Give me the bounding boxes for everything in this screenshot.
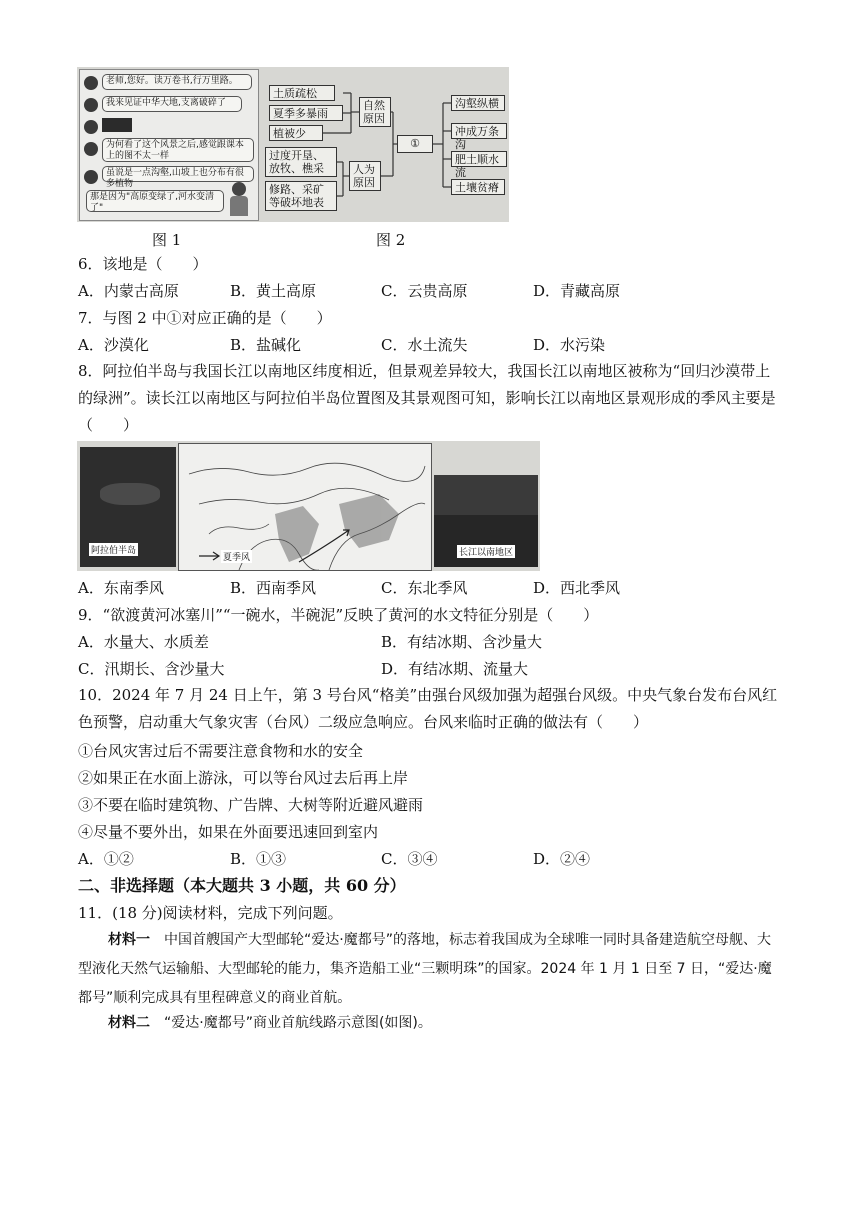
q9-option-b: B．有结冰期、含沙量大 <box>381 633 543 651</box>
material-2-label: 材料二 <box>108 1015 150 1031</box>
q7-option-a: A．沙漠化 <box>78 336 149 354</box>
speaker-face-icon <box>84 170 98 184</box>
figure-photo-1-2 <box>77 67 509 222</box>
q6-option-b: B．黄土高原 <box>230 282 317 300</box>
q10-item-3: ③不要在临时建筑物、广告牌、大树等附近避风避雨 <box>78 796 424 814</box>
question-6-stem: 6．该地是（ ） <box>78 255 208 273</box>
teacher-figure-icon <box>228 182 250 216</box>
q8-option-d: D．西北季风 <box>533 579 621 597</box>
q8-option-a: A．东南季风 <box>78 579 164 597</box>
q11-material-1 <box>78 926 784 1013</box>
question-8-stem: 8．阿拉伯半岛与我国长江以南地区纬度相近，但景观差异较大，我国长江以南地区被称为“回归沙漠带上的绿洲”。读长江以南地区与阿拉伯半岛位置图及其景观图可知，影响长江以南地区景观形成的季风主要是（ ） <box>78 362 776 434</box>
summer-monsoon-label: 夏季风 <box>221 550 252 563</box>
material-1-spacer <box>150 932 164 948</box>
effect-box: 冲成万条沟 <box>451 123 507 139</box>
q10-item-2: ②如果正在水面上游泳，可以等台风过去后再上岸 <box>78 769 409 787</box>
figure2-caption: 图 2 <box>376 231 406 249</box>
speaker-face-icon <box>84 120 98 134</box>
dialog-bubble: 为何看了这个风景之后,感觉跟课本上的图不太一样 <box>102 138 254 162</box>
section-2-heading: 二、非选择题（本大题共 3 小题，共 60 分） <box>78 876 406 895</box>
q10-item-1: ①台风灾害过后不需要注意食物和水的安全 <box>78 742 364 760</box>
q6-option-d: D．青藏高原 <box>533 282 621 300</box>
blacked-out-bubble <box>102 118 132 132</box>
q6-option-c: C．云贵高原 <box>381 282 468 300</box>
dialog-bubble: 虽说是一点沟壑,山坡上也分布有很多植物 <box>102 166 254 182</box>
q10-option-c: C．③④ <box>381 850 438 868</box>
q10-option-a: A．①② <box>78 850 134 868</box>
speaker-face-icon <box>84 98 98 112</box>
material-1-label: 材料一 <box>108 932 150 948</box>
q11-material-2 <box>78 1010 784 1037</box>
effect-box: 土壤贫瘠 <box>451 179 505 195</box>
material-1-text: 中国首艘国产大型邮轮“爱达·魔都号”的落地，标志着我国成为全球唯一同时具备建造航空母舰、大型液化天然气运输船、大型邮轮的能力，集齐造船工业“三颗明珠”的国家。2024 年 1 月 1 日至 7 日，“爱达·魔都号”顺利完成具有里程碑意义的商业首航。 <box>78 932 772 1006</box>
cause-box: 夏季多暴雨 <box>269 105 343 121</box>
speaker-face-icon <box>84 76 98 90</box>
q9-option-d: D．有结冰期、流量大 <box>381 660 529 678</box>
q10-option-b: B．①③ <box>230 850 287 868</box>
dialog-bubble: 老师,您好。读万卷书,行万里路。 <box>102 74 252 90</box>
q6-option-a: A．内蒙古高原 <box>78 282 179 300</box>
effect-box: 肥土顺水流 <box>451 151 507 167</box>
q8-option-b: B．西南季风 <box>230 579 317 597</box>
dialog-bubble: 那是因为"高原变绿了,河水变清了" <box>86 190 224 212</box>
material-2-spacer <box>150 1015 164 1031</box>
figure1-panel <box>79 69 259 221</box>
q8-map-photo <box>77 441 540 571</box>
q9-option-c: C．汛期长、含沙量大 <box>78 660 225 678</box>
natural-cause-box: 自然原因 <box>359 97 391 127</box>
question-10-stem: 10．2024 年 7 月 24 日上午，第 3 号台风“格美”由强台风级加强为超强台风级。中央气象台发布台风红色预警，启动重大气象灾害（台风）二级应急响应。台风来临时正确的做法有（ ） <box>78 686 778 731</box>
question-9-stem: 9．“欲渡黄河冰塞川”“一碗水，半碗泥”反映了黄河的水文特征分别是（ ） <box>78 606 599 624</box>
q7-option-b: B．盐碱化 <box>230 336 302 354</box>
q10-option-d: D．②④ <box>533 850 591 868</box>
center-box: ① <box>397 135 433 153</box>
q9-option-a: A．水量大、水质差 <box>78 633 209 651</box>
q10-item-4: ④尽量不要外出，如果在外面要迅速回到室内 <box>78 823 379 841</box>
cause-box: 过度开垦、放牧、樵采 <box>265 147 337 177</box>
material-2-text: “爱达·魔都号”商业首航线路示意图(如图)。 <box>164 1015 432 1031</box>
effect-box: 沟壑纵横 <box>451 95 505 111</box>
question-11-stem: 11．(18 分)阅读材料，完成下列问题。 <box>78 904 343 922</box>
question-7-stem: 7．与图 2 中①对应正确的是（ ） <box>78 309 332 327</box>
speaker-face-icon <box>84 142 98 156</box>
figure1-caption: 图 1 <box>152 231 182 249</box>
cause-box: 土质疏松 <box>269 85 335 101</box>
human-cause-box: 人为原因 <box>349 161 381 191</box>
cause-box: 植被少 <box>269 125 323 141</box>
q8-option-c: C．东北季风 <box>381 579 468 597</box>
cause-box: 修路、采矿等破坏地表 <box>265 181 337 211</box>
q7-option-d: D．水污染 <box>533 336 606 354</box>
dialog-bubble: 我来见证中华大地,支离破碎了 <box>102 96 242 112</box>
q7-option-c: C．水土流失 <box>381 336 468 354</box>
asia-map <box>178 443 432 571</box>
south-yangtze-label: 长江以南地区 <box>457 545 515 558</box>
arabia-label: 阿拉伯半岛 <box>89 543 138 556</box>
